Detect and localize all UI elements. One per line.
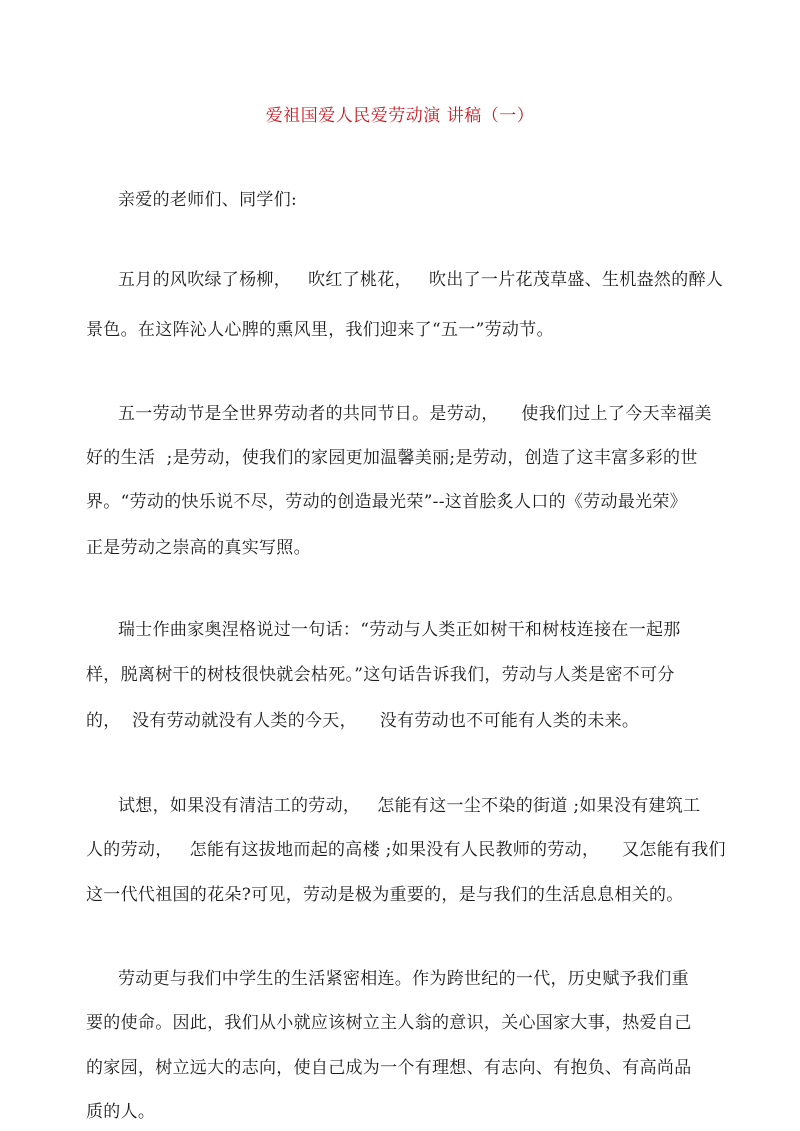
paragraph-line: 样，脱离树干的树枝很快就会枯死。”这句话告诉我们，劳动与人类是密不可分 — [86, 665, 675, 685]
paragraph-line: 五一劳动节是全世界劳动者的共同节日。是劳动， 使我们过上了今天幸福美 — [118, 404, 712, 424]
paragraph-line: 试想，如果没有清洁工的劳动， 怎能有这一尘不染的街道 ;如果没有建筑工 — [118, 796, 701, 816]
paragraph-line: 好的生活 ;是劳动，使我们的家园更加温馨美丽;是劳动，创造了这丰富多彩的世 — [86, 448, 698, 468]
paragraph-line: 界。“劳动的快乐说不尽，劳动的创造最光荣”--这首脍炙人口的《劳动最光荣》 — [86, 492, 687, 512]
paragraph-line: 瑞士作曲家奥涅格说过一句话：“劳动与人类正如树干和树枝连接在一起那 — [118, 620, 681, 640]
paragraph-line: 人的劳动， 怎能有这拔地而起的高楼 ;如果没有人民教师的劳动， 又怎能有我们 — [86, 840, 726, 860]
paragraph-line: 这一代代祖国的花朵?可见，劳动是极为重要的，是与我们的生活息息相关的。 — [86, 885, 684, 905]
paragraph-line: 景色。在这阵沁人心脾的熏风里，我们迎来了“五一”劳动节。 — [86, 320, 554, 340]
paragraph-line: 正是劳动之崇高的真实写照。 — [86, 538, 311, 558]
paragraph-line: 五月的风吹绿了杨柳， 吹红了桃花， 吹出了一片花茂草盛、生机盎然的醉人 — [118, 270, 724, 290]
paragraph-line: 质的人。 — [86, 1102, 156, 1122]
paragraph-line: 的， 没有劳动就没有人类的今天， 没有劳动也不可能有人类的未来。 — [86, 711, 640, 731]
document-title: 爱祖国爱人民爱劳动演 讲稿（一） — [265, 106, 535, 126]
greeting: 亲爱的老师们、同学们: — [118, 190, 298, 210]
paragraph-line: 劳动更与我们中学生的生活紧密相连。作为跨世纪的一代，历史赋予我们重 — [118, 969, 689, 989]
paragraph-line: 要的使命。因此，我们从小就应该树立主人翁的意识，关心国家大事，热爱自己 — [86, 1013, 692, 1033]
paragraph-line: 的家园，树立远大的志向，使自己成为一个有理想、有志向、有抱负、有高尚品 — [86, 1058, 692, 1078]
